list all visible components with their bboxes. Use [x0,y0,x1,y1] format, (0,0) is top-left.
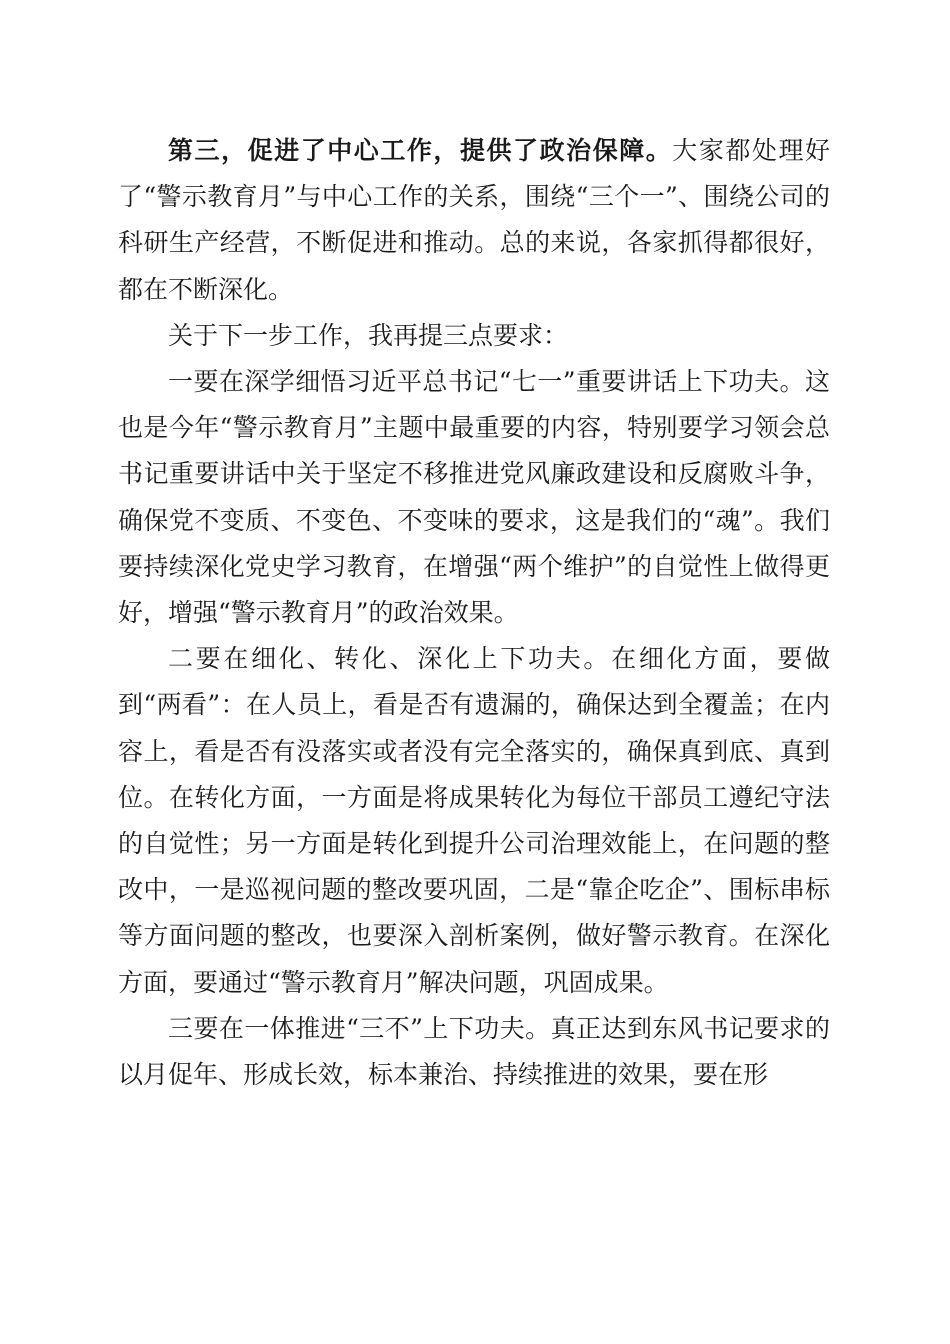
paragraph-achievement-three [118,128,830,313]
paragraph-text: 二要在细化、转化、深化上下功夫。在细化方面，要做到“两看”：在人员上，看是否有遗漏的，确保达到全覆盖；在内容上，看是否有没落实或者没有完全落实的，确保真到底、真到位。在转化方面，一方面是将成果转化为每位干部员工遵纪守法的自觉性；另一方面是转化到提升公司治理效能上，在问题的整改中，一是巡视问题的整改要巩固，二是“靠企吃企”、围标串标等方面问题的整改，也要深入剖析案例，做好警示教育。在深化方面，要通过“警示教育月”解决问题，巩固成果。 [118,644,830,997]
document-body [118,128,830,1098]
paragraph-text: 三要在一体推进“三不”上下功夫。真正达到东风书记要求的以月促年、形成长效，标本兼治、持续推进的效果，要在形 [118,1013,830,1090]
paragraph-text: 一要在深学细悟习近平总书记“七一”重要讲话上下功夫。这也是今年“警示教育月”主题中最重要的内容，特别要学习领会总书记重要讲话中关于坚定不移推进党风廉政建设和反腐败斗争，确保党不变质、不变色、不变味的要求，这是我们的“魂”。我们要持续深化党史学习教育，在增强“两个维护”的自觉性上做得更好，增强“警示教育月”的政治效果。 [118,367,830,628]
paragraph-requirement-two [118,636,830,1006]
paragraph-requirement-one [118,359,830,636]
paragraph-next-steps-intro [118,313,830,359]
paragraph-requirement-three [118,1006,830,1098]
paragraph-text: 关于下一步工作，我再提三点要求： [168,320,569,350]
paragraph-lead-heading: 第三，促进了中心工作，提供了政治保障。 [168,136,673,165]
paragraph-text: 大家都处理好了“警示教育月”与中心工作的关系，围绕“三个一”、围绕公司的科研生产经营，不断促进和推动。总的来说，各家抓得都很好，都在不断深化。 [118,136,830,304]
